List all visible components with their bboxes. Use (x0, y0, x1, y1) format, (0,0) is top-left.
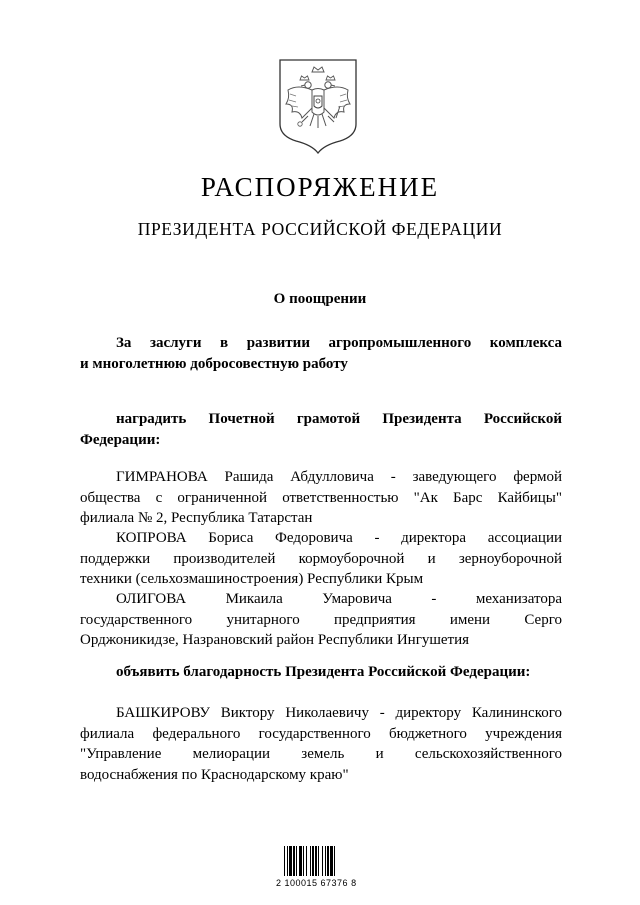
eagle-emblem-icon (278, 58, 358, 154)
awardee-line: ОЛИГОВА Микаила Умаровича - механизатора (116, 591, 562, 607)
awardee-line: Орджоникидзе, Назрановский район Республики Ингушетия (80, 632, 470, 648)
awardee-line: КОПРОВА Бориса Федоровича - директора ассоциации (116, 530, 562, 546)
awardee-line: филиала № 2, Республика Татарстан (80, 510, 313, 526)
awardee-item (80, 589, 562, 651)
barcode-bars-icon (282, 846, 362, 878)
barcode-bar (330, 846, 333, 876)
coat-of-arms-emblem (278, 58, 358, 154)
barcode-bar (315, 846, 317, 876)
document-subtitle: ПРЕЗИДЕНТА РОССИЙСКОЙ ФЕДЕРАЦИИ (137, 219, 503, 239)
gratitude-recipient (80, 703, 562, 785)
barcode-bar (284, 846, 285, 876)
barcode-bar (287, 846, 288, 876)
gratitude-line: БАШКИРОВУ Виктору Николаевичу - директору Калининского (116, 705, 562, 721)
barcode-bar (312, 846, 314, 876)
awardee-line: ГИМРАНОВА Рашида Абдулловича - заведующего фермой (116, 469, 562, 485)
document-heading: О поощрении (273, 291, 367, 307)
intro-paragraph (80, 333, 562, 374)
barcode-bar (293, 846, 295, 876)
barcode-bar (310, 846, 311, 876)
gratitude-line: "Управление мелиорации земель и сельскохозяйственного (80, 746, 562, 762)
award-section-line: наградить Почетной грамотой Президента Российской (116, 411, 562, 427)
awardee-item (80, 467, 562, 529)
barcode-bar (325, 846, 326, 876)
intro-line: За заслуги в развитии агропромышленного комплекса (116, 335, 562, 351)
gratitude-section-line: объявить благодарность Президента Российской Федерации: (116, 664, 531, 680)
barcode-bar (322, 846, 323, 876)
awardee-line: общества с ограниченной ответственностью "Ак Барс Кайбицы" (80, 489, 562, 506)
awardee-item (80, 528, 562, 590)
barcode-bar (299, 846, 302, 876)
barcode-bar (296, 846, 297, 876)
award-section-heading (80, 409, 562, 450)
gratitude-section-heading (80, 662, 562, 683)
barcode-bar (306, 846, 307, 876)
awardee-line: техники (сельхозмашиностроения) Республики Крым (80, 571, 424, 587)
gratitude-line: филиала федерального государственного бюджетного учреждения (80, 725, 562, 742)
award-section-line: Федерации: (80, 431, 161, 448)
awardee-line: государственного унитарного предприятия имени Серго (80, 611, 562, 628)
gratitude-line: водоснабжения по Краснодарскому краю" (80, 766, 349, 783)
barcode-bar (289, 846, 292, 876)
intro-line: и многолетнюю добросовестную работу (80, 355, 348, 372)
barcode-bar (334, 846, 335, 876)
barcode-bar (327, 846, 329, 876)
barcode-number: 2 100015 67376 8 (276, 878, 357, 888)
awardee-line: поддержки производителей кормоуборочной и зерноуборочной (80, 550, 562, 567)
barcode-bar (318, 846, 319, 876)
barcode-bar (303, 846, 304, 876)
document-title: РАСПОРЯЖЕНИЕ (200, 172, 440, 202)
